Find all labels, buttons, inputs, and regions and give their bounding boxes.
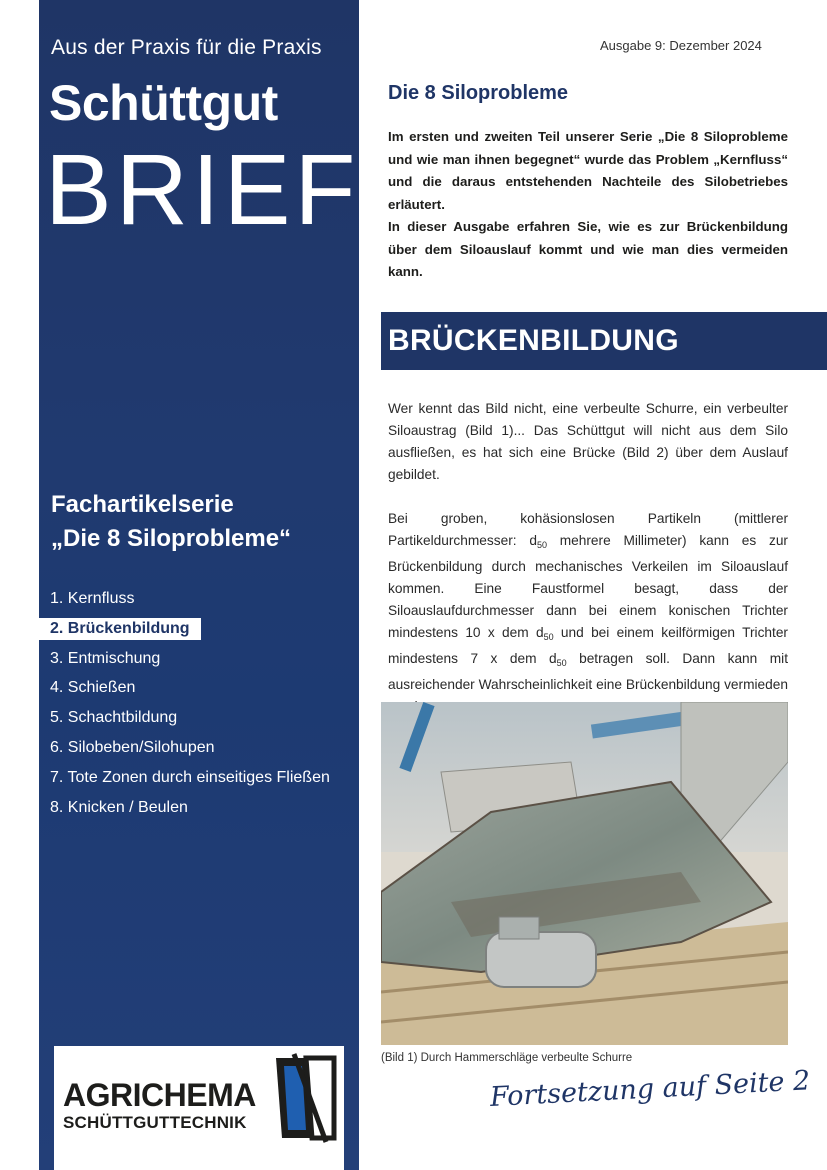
- article-intro: [388, 126, 788, 284]
- series-item[interactable]: 7. Tote Zonen durch einseitiges Fließen: [50, 768, 330, 786]
- series-item[interactable]: 3. Entmischung: [50, 649, 161, 667]
- article-body: [388, 398, 788, 740]
- series-title: [51, 488, 291, 556]
- article-title: Die 8 Siloprobleme: [388, 82, 569, 104]
- continue-note: Fortsetzung auf Seite 2: [489, 1065, 811, 1113]
- brand-title: Schüttgut: [49, 75, 278, 131]
- series-item[interactable]: 8. Knicken / Beulen: [50, 798, 188, 816]
- series-item[interactable]: 5. Schachtbildung: [50, 709, 178, 727]
- body-paragraph: Wer kennt das Bild nicht, eine verbeulte Schurre, ein verbeulter Siloaustrag (Bild 1)... Das Schüttgut will nicht aus dem Silo ausfließen, es hat sich eine Brücke (Bild 2) über dem Auslauf gebildet.: [388, 401, 788, 482]
- company-logo: [54, 1046, 344, 1170]
- series-item[interactable]: 6. Silobeben/Silohupen: [50, 738, 215, 756]
- brand-subtitle: BRIEF: [45, 134, 360, 246]
- tagline: Aus der Praxis für die Praxis: [51, 36, 322, 59]
- chute-photo: [381, 702, 788, 1045]
- issue-label: Ausgabe 9: Dezember 2024: [600, 38, 762, 53]
- logo-mark-icon: [272, 1052, 338, 1144]
- intro-paragraph: Im ersten und zweiten Teil unserer Serie „Die 8 Siloprobleme und wie man ihnen begegnet“ wurde das Problem „Kernfluss“ und die daraus entstehenden Nachteile des Silobetriebes erläutert.: [388, 129, 788, 212]
- series-item-active[interactable]: 2. Brückenbildung: [39, 614, 359, 644]
- photo-caption: (Bild 1) Durch Hammerschläge verbeulte Schurre: [381, 1052, 633, 1064]
- series-list: [39, 584, 359, 822]
- logo-name: AGRICHEMA: [63, 1077, 256, 1113]
- logo-subtitle: SCHÜTTGUTTECHNIK: [63, 1113, 247, 1132]
- intro-paragraph: In dieser Ausgabe erfahren Sie, wie es zur Brückenbildung über dem Siloauslauf kommt und wie man dies vermeiden kann.: [388, 219, 788, 279]
- series-title-line2: „Die 8 Siloprobleme“: [51, 525, 292, 552]
- section-heading: BRÜCKENBILDUNG: [381, 312, 827, 370]
- body-paragraph: Bei groben, kohäsionslosen Partikeln (mittlerer Partikeldurchmesser: $d_{50}$ mehrere Millimeter) kann es zur Brückenbildung durch mechanisches Verkeilen im Siloauslauf kommen. Eine Faustformel besagt, dass der Siloauslaufdurchmesser dann bei einem konischen Trichter mindestens 10 x dem $d_{50}$ und bei einem keilförmigen Trichter mindestens 7 x dem $d_{50}$ betragen soll. Dann kann mit ausreichender Wahrscheinlichkeit eine Brückenbildung vermieden: [388, 511, 788, 692]
- series-item[interactable]: 1. Kernfluss: [50, 590, 135, 607]
- series-title-line1: Fachartikelserie: [51, 491, 234, 518]
- series-item[interactable]: 4. Schießen: [50, 679, 136, 697]
- sidebar: [39, 0, 359, 1170]
